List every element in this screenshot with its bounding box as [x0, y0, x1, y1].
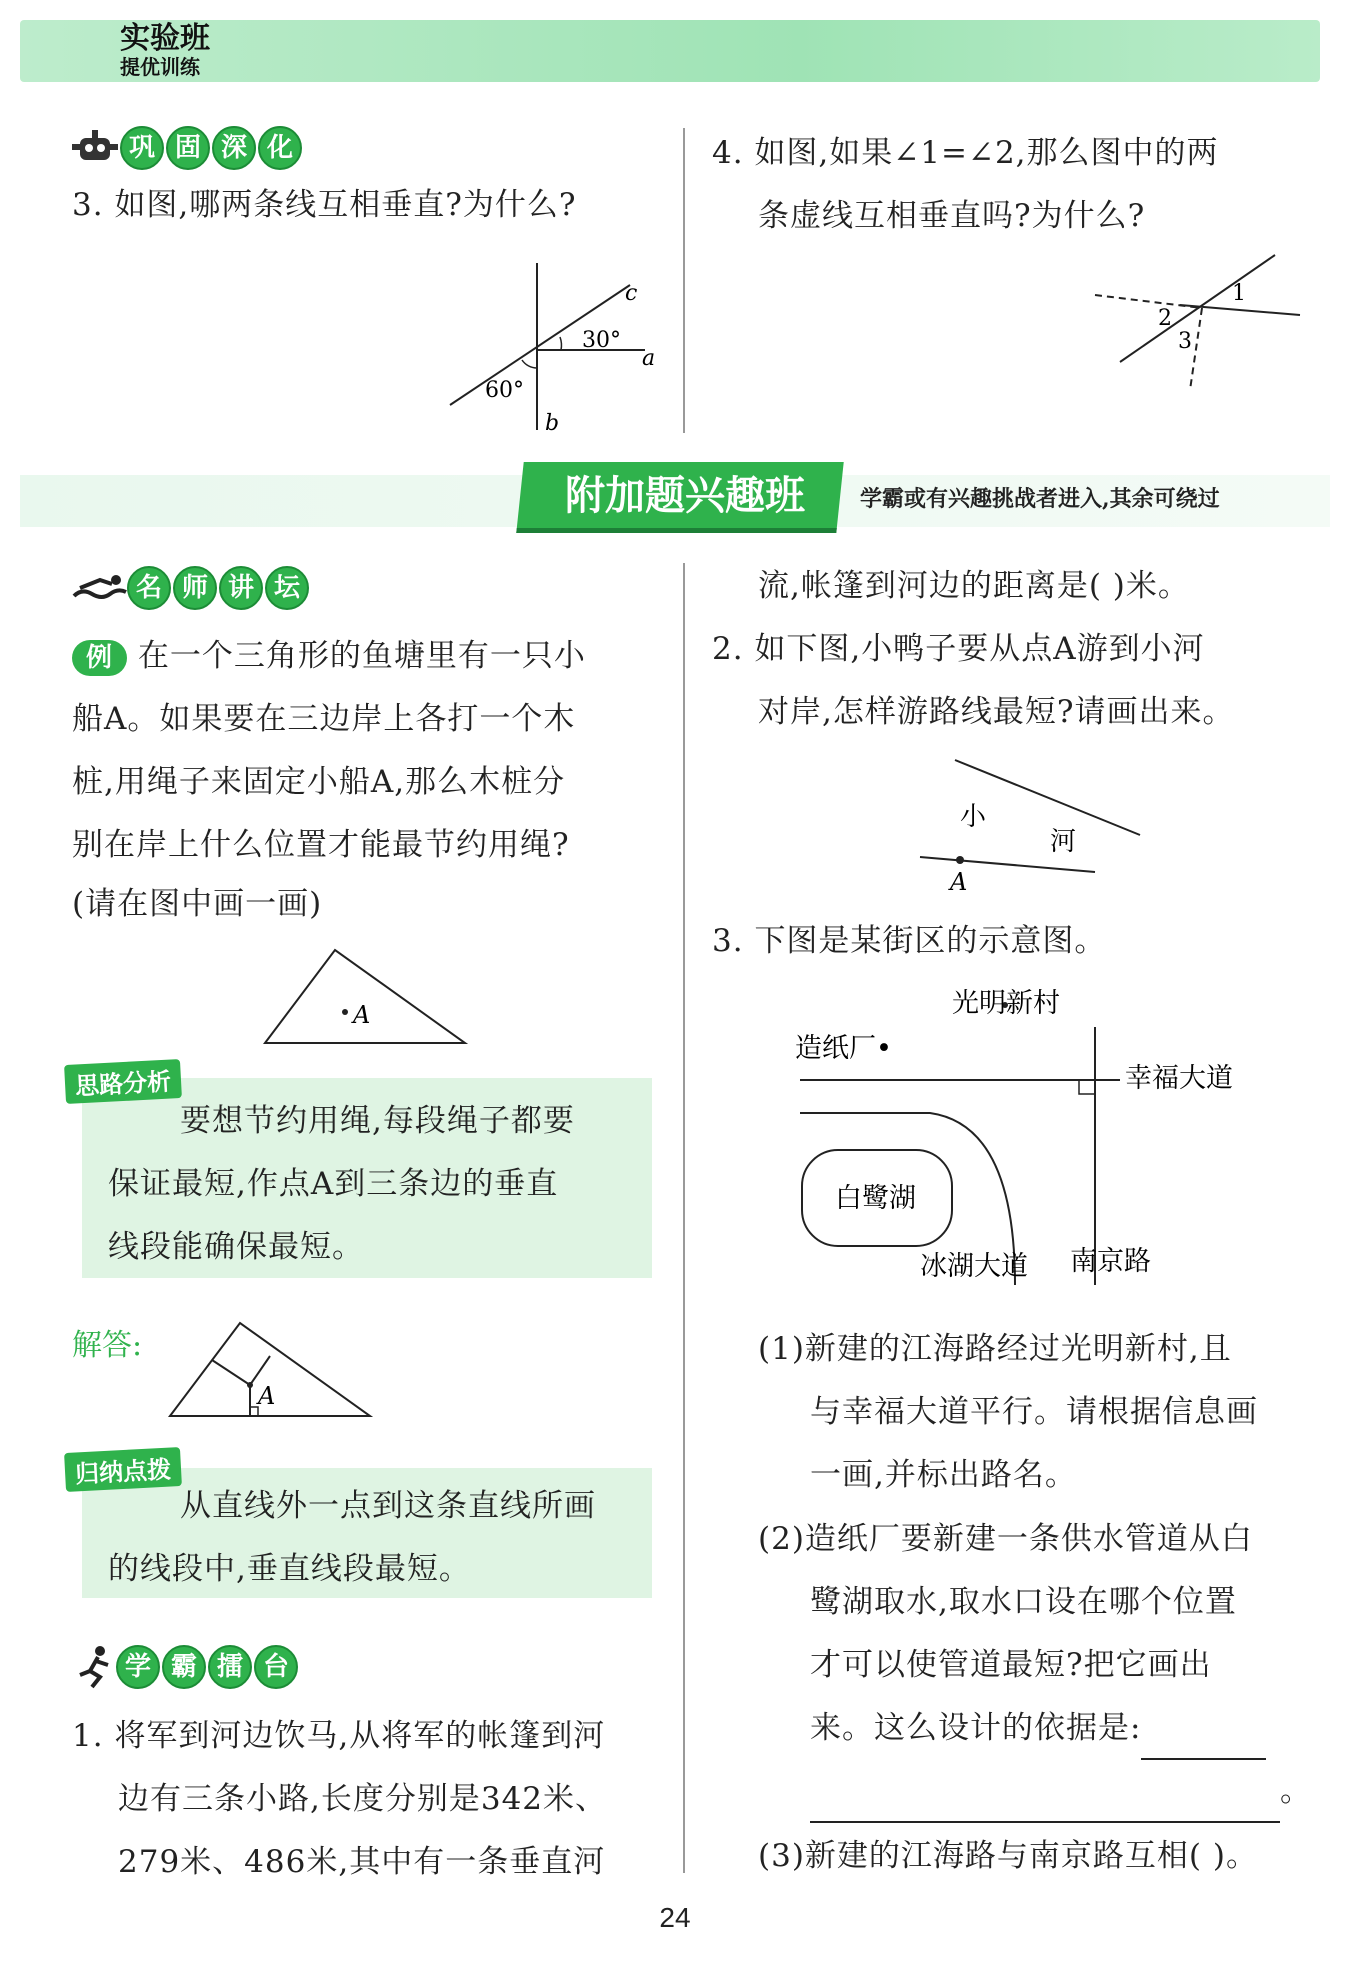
label-b: b	[545, 411, 560, 435]
label-1: 1	[1232, 281, 1246, 306]
title-char: 化	[258, 126, 302, 170]
label-a: a	[642, 346, 656, 371]
problem-3-sub3: (3)新建的江海路与南京路互相( )。	[758, 1838, 1258, 1874]
title-char: 学	[116, 1645, 160, 1689]
title-char: 讲	[219, 566, 263, 610]
label-3: 3	[1178, 329, 1192, 354]
question-3	[72, 185, 577, 225]
label-c: c	[625, 281, 638, 306]
sub-line: 来。这么设计的依据是:	[810, 1710, 1142, 1746]
label-60deg: 60°	[485, 378, 524, 403]
point-a-label: A	[258, 1382, 276, 1410]
label-2: 2	[1158, 306, 1172, 331]
problem-1	[72, 1705, 672, 1894]
sub-line-end: 。	[1280, 1773, 1312, 1809]
question-number: 3.	[72, 187, 104, 223]
label-xingfu: 幸福大道	[1125, 1063, 1233, 1094]
brand-block	[120, 22, 210, 78]
title-char: 固	[166, 126, 210, 170]
example-line: 别在岸上什么位置才能最节约用绳?	[72, 827, 570, 863]
question-line: 如图,如果∠1=∠2,那么图中的两	[754, 135, 1219, 171]
problem-number: 1.	[72, 1718, 104, 1754]
sub-line: 才可以使管道最短?把它画出	[810, 1647, 1212, 1683]
point-a-label: A	[353, 1001, 371, 1029]
answer-label: 解答:	[72, 1328, 143, 1363]
question-4	[712, 122, 1219, 248]
bonus-title: 附加题兴趣班	[565, 473, 805, 519]
swimmer-icon	[72, 570, 127, 606]
problem-line: 对岸,怎样游路线最短?请画出来。	[758, 694, 1235, 730]
brand-line1: 实验班	[120, 21, 210, 56]
bonus-note: 学霸或有兴趣挑战者进入,其余可绕过	[860, 486, 1220, 512]
title-char: 师	[173, 566, 217, 610]
figure-street-map	[790, 985, 1280, 1295]
label-zaozhi: 造纸厂•	[795, 1033, 892, 1064]
example-line: 船A。如果要在三边岸上各打一个木	[72, 701, 576, 737]
title-char: 霸	[162, 1645, 206, 1689]
problem-3-sub2	[758, 1508, 1318, 1823]
example-block	[72, 625, 672, 932]
figure-river	[915, 755, 1145, 895]
section-consolidate-heading	[70, 126, 304, 170]
problem-number: 3.	[712, 923, 744, 959]
sub-line: (1)新建的江海路经过光明新村,且	[758, 1331, 1232, 1367]
problem-1-continued: 流,帐篷到河边的距离是( )米。	[758, 568, 1190, 604]
sub-line: (2)造纸厂要新建一条供水管道从白	[758, 1521, 1253, 1557]
river-label-he: 河	[1050, 827, 1077, 857]
problem-2	[712, 618, 1312, 744]
label-nanjing: 南京路	[1070, 1246, 1151, 1277]
robot-icon	[70, 128, 120, 168]
example-line: 在一个三角形的鱼塘里有一只小	[137, 638, 586, 674]
answer-blank-2[interactable]	[810, 1781, 1280, 1823]
label-30deg: 30°	[582, 328, 621, 353]
thinking-text	[108, 1090, 653, 1279]
river-label-xiao: 小	[960, 802, 987, 832]
label-guangming: 光明新村	[952, 988, 1060, 1019]
answer-blank-1[interactable]	[1141, 1718, 1266, 1760]
problem-3-sub1	[758, 1318, 1318, 1507]
sub-line: 与幸福大道平行。请根据信息画	[810, 1394, 1258, 1430]
sub-line: 一画,并标出路名。	[810, 1457, 1077, 1493]
example-line: 桩,用绳子来固定小船A,那么木桩分	[72, 764, 566, 800]
problem-text: 下图是某街区的示意图。	[754, 923, 1107, 959]
arena-heading	[72, 1645, 300, 1689]
example-line: (请在图中画一画)	[72, 886, 323, 922]
title-char: 台	[254, 1645, 298, 1689]
runner-icon	[72, 1645, 116, 1689]
header-band	[20, 20, 1320, 82]
question-number: 4.	[712, 135, 744, 171]
summary-text	[108, 1475, 653, 1601]
title-char: 坛	[265, 566, 309, 610]
figure-q4	[1090, 250, 1305, 395]
figure-example-triangle	[260, 945, 470, 1050]
label-lake: 白鹭湖	[835, 1183, 916, 1214]
figure-q3	[440, 255, 670, 435]
title-char: 名	[127, 566, 171, 610]
summary-line: 的线段中,垂直线段最短。	[108, 1551, 471, 1587]
page-number: 24	[659, 1902, 691, 1933]
question-text: 如图,哪两条线互相垂直?为什么?	[114, 187, 577, 223]
problem-3	[712, 910, 1106, 973]
thinking-line: 保证最短,作点A到三条边的垂直	[108, 1166, 559, 1202]
question-line: 条虚线互相垂直吗?为什么?	[758, 198, 1146, 234]
sub-line: 鹭湖取水,取水口设在哪个位置	[810, 1584, 1237, 1620]
teacher-heading	[72, 566, 311, 610]
summary-line: 从直线外一点到这条直线所画	[180, 1488, 596, 1524]
title-char: 擂	[208, 1645, 252, 1689]
label-binghu: 冰湖大道	[920, 1251, 1028, 1282]
problem-line: 将军到河边饮马,从将军的帐篷到河	[114, 1718, 606, 1754]
column-divider-top	[683, 128, 685, 433]
column-divider-bottom	[683, 563, 685, 1873]
problem-line: 如下图,小鸭子要从点A游到小河	[754, 631, 1205, 667]
title-char: 深	[212, 126, 256, 170]
thinking-line: 线段能确保最短。	[108, 1229, 364, 1265]
summary-title: 归纳点拨	[64, 1447, 182, 1492]
problem-line: 279米、486米,其中有一条垂直河	[118, 1844, 606, 1880]
thinking-title: 思路分析	[64, 1059, 182, 1104]
problem-number: 2.	[712, 631, 744, 667]
example-tag: 例	[72, 640, 127, 676]
title-char: 巩	[120, 126, 164, 170]
problem-line: 边有三条小路,长度分别是342米、	[118, 1781, 608, 1817]
brand-line2: 提优训练	[120, 55, 200, 79]
figure-answer-triangle	[165, 1318, 375, 1423]
thinking-line: 要想节约用绳,每段绳子都要	[180, 1103, 575, 1139]
point-a-label: A	[950, 868, 968, 895]
